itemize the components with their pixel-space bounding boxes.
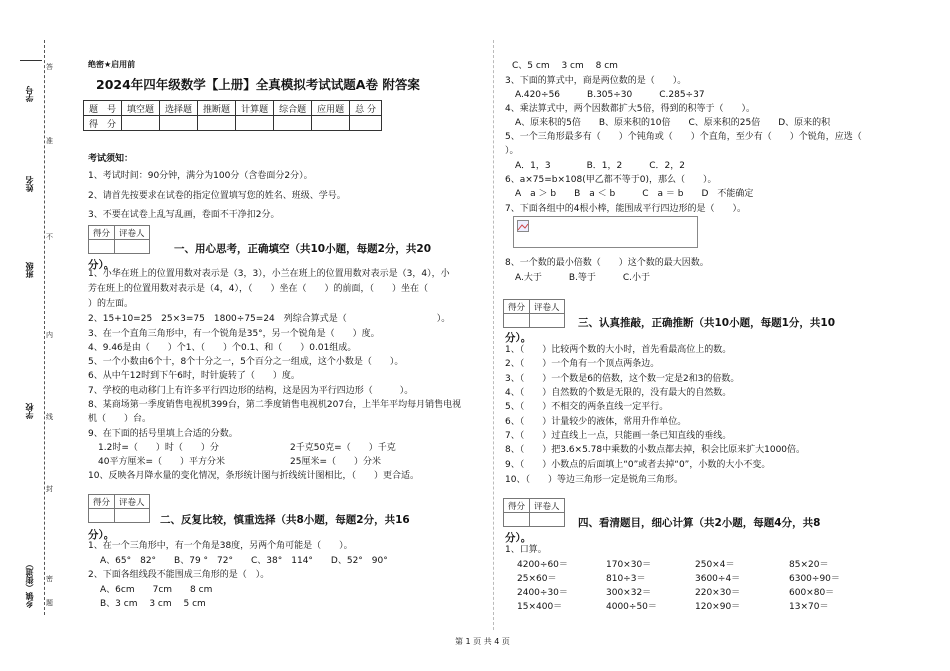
binding-char: 答	[46, 63, 53, 71]
calc-item: 6300÷90＝	[789, 574, 840, 584]
score-cell[interactable]	[350, 116, 382, 131]
option-line: A．1，3 B．1，2 C．2，2	[515, 161, 685, 171]
question-line: 机（ ）台。	[88, 414, 152, 424]
section1-title: 一、用心思考，正确填空（共10小题，每题2分，共20	[174, 243, 432, 255]
question-line: 1、口算。	[505, 545, 547, 555]
note-line: 2、请首先按要求在试卷的指定位置填写您的姓名、班级、学号。	[88, 191, 346, 201]
score-cell[interactable]	[236, 116, 274, 131]
scorer-cell[interactable]	[115, 509, 150, 523]
notes-title: 考试须知：	[88, 154, 134, 164]
scorer-label: 得分	[504, 499, 530, 513]
judge-line: 8、（ ）把3.6×5.78中乘数的小数点都去掉，积会比原来扩大1000倍。	[505, 445, 806, 455]
option-line: A a ＞ b B a ＜ b C a ＝ b D 不能确定	[515, 189, 754, 199]
option-line: C、5 cm 3 cm 8 cm	[512, 61, 618, 71]
question-line: 1、小华在班上的位置用数对表示是（3，3），小兰在班上的位置用数对表示是（3，4），小	[88, 269, 450, 279]
question-line: ）的左面。	[88, 299, 134, 309]
binding-char: 题	[46, 599, 53, 607]
option-line: A、原来积的5倍 B、原来积的10倍 C、原来积的25倍 D、原来的积	[515, 118, 831, 128]
question-line: 2、15+10=25 25×3=75 1800÷75=24 列综合算式是（ ）。	[88, 314, 451, 324]
score-table	[83, 100, 382, 131]
scorer-cell[interactable]	[530, 513, 565, 527]
score-header-cell: 总 分	[350, 101, 382, 116]
calc-item: 300×32＝	[606, 588, 652, 598]
score-cell[interactable]	[160, 116, 198, 131]
question-line: 6、a×75=b×108(甲乙都不等于0)，那么（ ）。	[505, 175, 717, 185]
question-line: 4、乘法算式中，两个因数都扩大5倍，得到的积等于（ ）。	[505, 104, 755, 114]
calc-item: 85×20＝	[789, 560, 829, 570]
scorer-label: 得分	[89, 226, 115, 240]
calc-item: 600×80＝	[789, 588, 835, 598]
scorer-label: 评卷人	[115, 495, 150, 509]
score-cell[interactable]	[198, 116, 236, 131]
binding-xingming: 姓名	[25, 176, 34, 192]
scorer-label: 得分	[504, 300, 530, 314]
question-line: 3、在一个直角三角形中，有一个锐角是35°，另一个锐角是（ ）度。	[88, 329, 380, 339]
binding-char: 不	[46, 233, 53, 241]
section3-title-cont: 分）。	[505, 332, 532, 344]
page-footer: 第 1 页 共 4 页	[455, 637, 510, 646]
judge-line: 9、（ ）小数点的后面填上“0”或者去掉“0”，小数的大小不变。	[505, 460, 771, 470]
question-line: 2、下面各组线段不能围成三角形的是（ ）。	[88, 570, 270, 580]
question-line: 5、一个小数由6个十，8个十分之一，5个百分之一组成，这个小数是（ ）。	[88, 357, 404, 367]
binding-banji: 班级	[25, 262, 34, 278]
score-header-cell: 综合题	[274, 101, 312, 116]
scorer-box	[88, 494, 150, 523]
column-divider	[493, 40, 494, 630]
binding-xuexiao: 学校	[25, 403, 34, 419]
scorer-cell[interactable]	[504, 513, 530, 527]
scorer-box	[88, 225, 150, 254]
question-line: 4、9.46是由（ ）个1、（ ）个0.1、和（ ）0.01组成。	[88, 343, 357, 353]
question-line: 5、一个三角形最多有（ ）个钝角或（ ）个直角，至少有（ ）个锐角，应选（	[505, 132, 880, 142]
binding-char: 准	[46, 137, 53, 145]
section2-title: 二、反复比较，慎重选择（共8小题，每题2分，共16	[160, 514, 410, 526]
scorer-box	[503, 498, 565, 527]
judge-line: 4、（ ）自然数的个数是无限的，没有最大的自然数。	[505, 388, 732, 398]
fill-item: 25厘米=（ ）分米	[290, 457, 381, 467]
note-line: 3、不要在试卷上乱写乱画，卷面不干净扣2分。	[88, 210, 280, 220]
option-line: A.大于 B.等于 C.小于	[515, 273, 651, 283]
question-line: 7、下面各组中的4根小棒，能围成平行四边形的是（ ）。	[505, 204, 746, 214]
calc-item: 120×90＝	[695, 602, 741, 612]
binding-xiangzhen: 乡镇（街道）	[25, 560, 34, 608]
binding-char: 封	[46, 485, 53, 493]
calc-item: 4000÷50＝	[606, 602, 657, 612]
scorer-cell[interactable]	[115, 240, 150, 254]
calc-item: 220×30＝	[695, 588, 741, 598]
calc-item: 170×30＝	[606, 560, 652, 570]
calc-item: 25×60＝	[517, 574, 557, 584]
score-cell[interactable]	[122, 116, 160, 131]
calc-item: 3600÷4＝	[695, 574, 741, 584]
page-title: 2024年四年级数学【上册】全真模拟考试试题A卷 附答案	[96, 77, 420, 92]
question-line: 10、反映各月降水量的变化情况，条形统计图与折线统计图相比，（ ）更合适。	[88, 471, 419, 481]
question-line: 9、在下面的括号里填上合适的分数。	[88, 429, 238, 439]
secret-label: 绝密★启用前	[88, 60, 136, 69]
score-cell[interactable]	[312, 116, 350, 131]
sticks-image-box	[513, 216, 698, 248]
score-header-cell: 题 号	[84, 101, 122, 116]
score-cell[interactable]	[274, 116, 312, 131]
binding-char: 内	[46, 331, 53, 339]
fill-item: 1.2时=（ ）时（ ）分	[98, 443, 219, 453]
score-header-cell: 计算题	[236, 101, 274, 116]
scorer-box	[503, 299, 565, 328]
judge-line: 2、（ ）一个角有一个顶点两条边。	[505, 359, 660, 369]
fill-item: 2千克50克=（ ）千克	[290, 443, 396, 453]
binding-char: 线	[46, 413, 53, 421]
scorer-cell[interactable]	[504, 314, 530, 328]
question-line: 芳在班上的位置用数对表示是（4，4），（ ）坐在（ ）的前面，（ ）坐在（	[88, 284, 446, 294]
judge-line: 1、（ ）比较两个数的大小时，首先看最高位上的数。	[505, 345, 732, 355]
question-line: ）。	[505, 146, 519, 156]
calc-item: 810÷3＝	[606, 574, 646, 584]
score-header-cell: 应用题	[312, 101, 350, 116]
section4-title: 四、看清题目，细心计算（共2小题，每题4分，共8	[578, 517, 821, 529]
calc-item: 250×4＝	[695, 560, 735, 570]
judge-line: 10、（ ）等边三角形一定是锐角三角形。	[505, 475, 683, 485]
binding-line	[44, 40, 45, 615]
option-line: B、3 cm 3 cm 5 cm	[100, 599, 206, 609]
scorer-label: 评卷人	[530, 499, 565, 513]
question-line: 8、一个数的最小倍数（ ）这个数的最大因数。	[505, 258, 709, 268]
broken-image-icon	[517, 220, 529, 232]
question-line: 3、下面的算式中，商是两位数的是（ ）。	[505, 76, 687, 86]
binding-xuehao: 学号	[25, 86, 34, 102]
calc-item: 13×70＝	[789, 602, 829, 612]
fill-item: 40平方厘米=（ ）平方分米	[98, 457, 225, 467]
score-header-cell: 推断题	[198, 101, 236, 116]
scorer-label: 得分	[89, 495, 115, 509]
section2-title-cont: 分）。	[88, 529, 115, 541]
scorer-label: 评卷人	[530, 300, 565, 314]
judge-line: 6、（ ）计量较少的液体，常用升作单位。	[505, 417, 687, 427]
score-header-cell: 选择题	[160, 101, 198, 116]
judge-line: 3、（ ）一个数是6的倍数，这个数一定是2和3的倍数。	[505, 374, 740, 384]
section4-title-cont: 分）。	[505, 532, 532, 544]
section1-title-cont: 分）。	[88, 259, 115, 271]
score-row-label: 得 分	[84, 116, 122, 131]
option-line: A.420÷56 B.305÷30 C.285÷37	[515, 90, 705, 100]
scorer-label: 评卷人	[115, 226, 150, 240]
question-line: 7、学校的电动移门上有许多平行四边形的结构，这是因为平行四边形（ ）。	[88, 386, 414, 396]
option-line: A、65° 82° B、79 ° 72° C、38° 114° D、52° 90°	[100, 556, 388, 566]
judge-line: 7、（ ）过直线上一点，只能画一条已知直线的垂线。	[505, 431, 732, 441]
judge-line: 5、（ ）不相交的两条直线一定平行。	[505, 402, 669, 412]
scorer-cell[interactable]	[89, 509, 115, 523]
scorer-cell[interactable]	[530, 314, 565, 328]
scorer-cell[interactable]	[89, 240, 115, 254]
question-line: 8、某商场第一季度销售电视机399台，第二季度销售电视机207台，上半年平均每月销售电视	[88, 400, 462, 410]
question-line: 1、在一个三角形中，有一个角是38度，另两个角可能是（ ）。	[88, 541, 353, 551]
binding-char: 密	[46, 575, 53, 583]
score-header-cell: 填空题	[122, 101, 160, 116]
question-line: 6、从中午12时到下午6时，时针旋转了（ ）度。	[88, 371, 300, 381]
note-line: 1、考试时间：90分钟，满分为100分（含卷面分2分）。	[88, 171, 313, 181]
section3-title: 三、认真推敲，正确推断（共10小题，每题1分，共10	[578, 317, 836, 329]
calc-item: 2400÷30＝	[517, 588, 568, 598]
option-line: A、6cm 7cm 8 cm	[100, 585, 213, 595]
binding-blank	[20, 60, 42, 61]
calc-item: 15×400＝	[517, 602, 563, 612]
calc-item: 4200÷60＝	[517, 560, 568, 570]
